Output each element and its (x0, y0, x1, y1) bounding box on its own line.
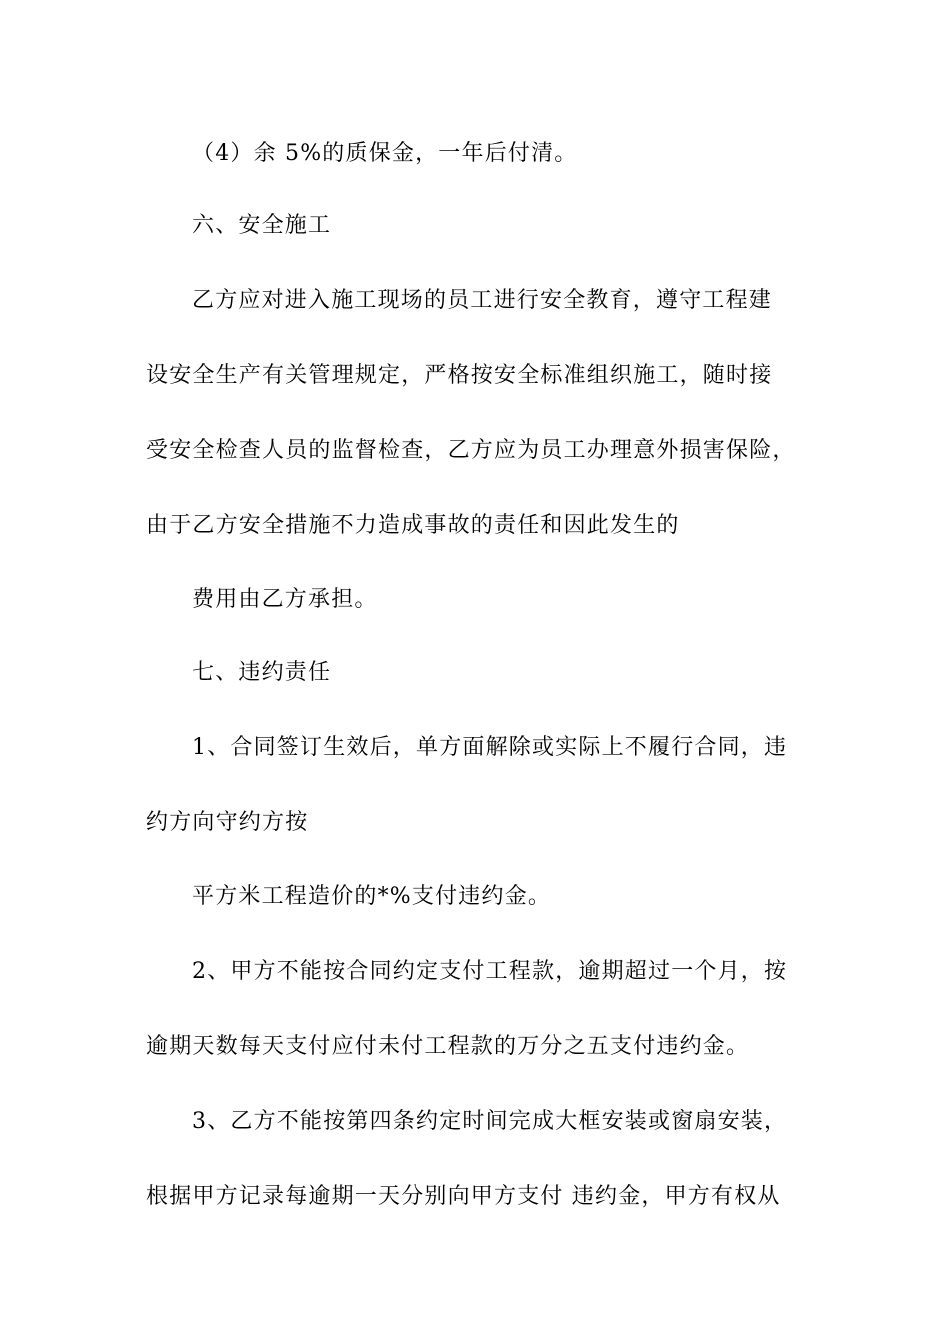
heading-safety-construction: 六、安全施工 (192, 213, 332, 238)
paragraph-safety-line-4: 由于乙方安全措施不力造成事故的责任和因此发生的 (146, 513, 680, 538)
paragraph-safety-line-1: 乙方应对进入施工现场的员工进行安全教育，遵守工程建 (192, 288, 773, 313)
paragraph-breach-2-line-2: 逾期天数每天支付应付未付工程款的万分之五支付违约金。 (146, 1034, 750, 1059)
paragraph-safety-line-3: 受安全检查人员的监督检查，乙方应为员工办理意外损害保险， (146, 438, 796, 463)
paragraph-breach-3-line-1: 3、乙方不能按第四条约定时间完成大框安装或窗扇安装， (192, 1109, 788, 1134)
paragraph-breach-1-line-2: 约方向守约方按 (146, 810, 309, 835)
heading-breach-liability: 七、违约责任 (192, 660, 332, 685)
paragraph-warranty-payment: （4）余 5%的质保金，一年后付清。 (192, 141, 578, 166)
paragraph-safety-line-2: 设安全生产有关管理规定，严格按安全标准组织施工，随时接 (146, 363, 773, 388)
paragraph-breach-1-line-1: 1、合同签订生效后，单方面解除或实际上不履行合同，违 (192, 735, 788, 760)
paragraph-safety-line-5: 费用由乙方承担。 (192, 587, 378, 612)
paragraph-breach-3-line-2: 根据甲方记录每逾期一天分别向甲方支付 违约金，甲方有权从 (146, 1184, 781, 1209)
paragraph-breach-1-line-3: 平方米工程造价的*%支付违约金。 (192, 884, 552, 909)
paragraph-breach-2-line-1: 2、甲方不能按合同约定支付工程款，逾期超过一个月，按 (192, 959, 788, 984)
